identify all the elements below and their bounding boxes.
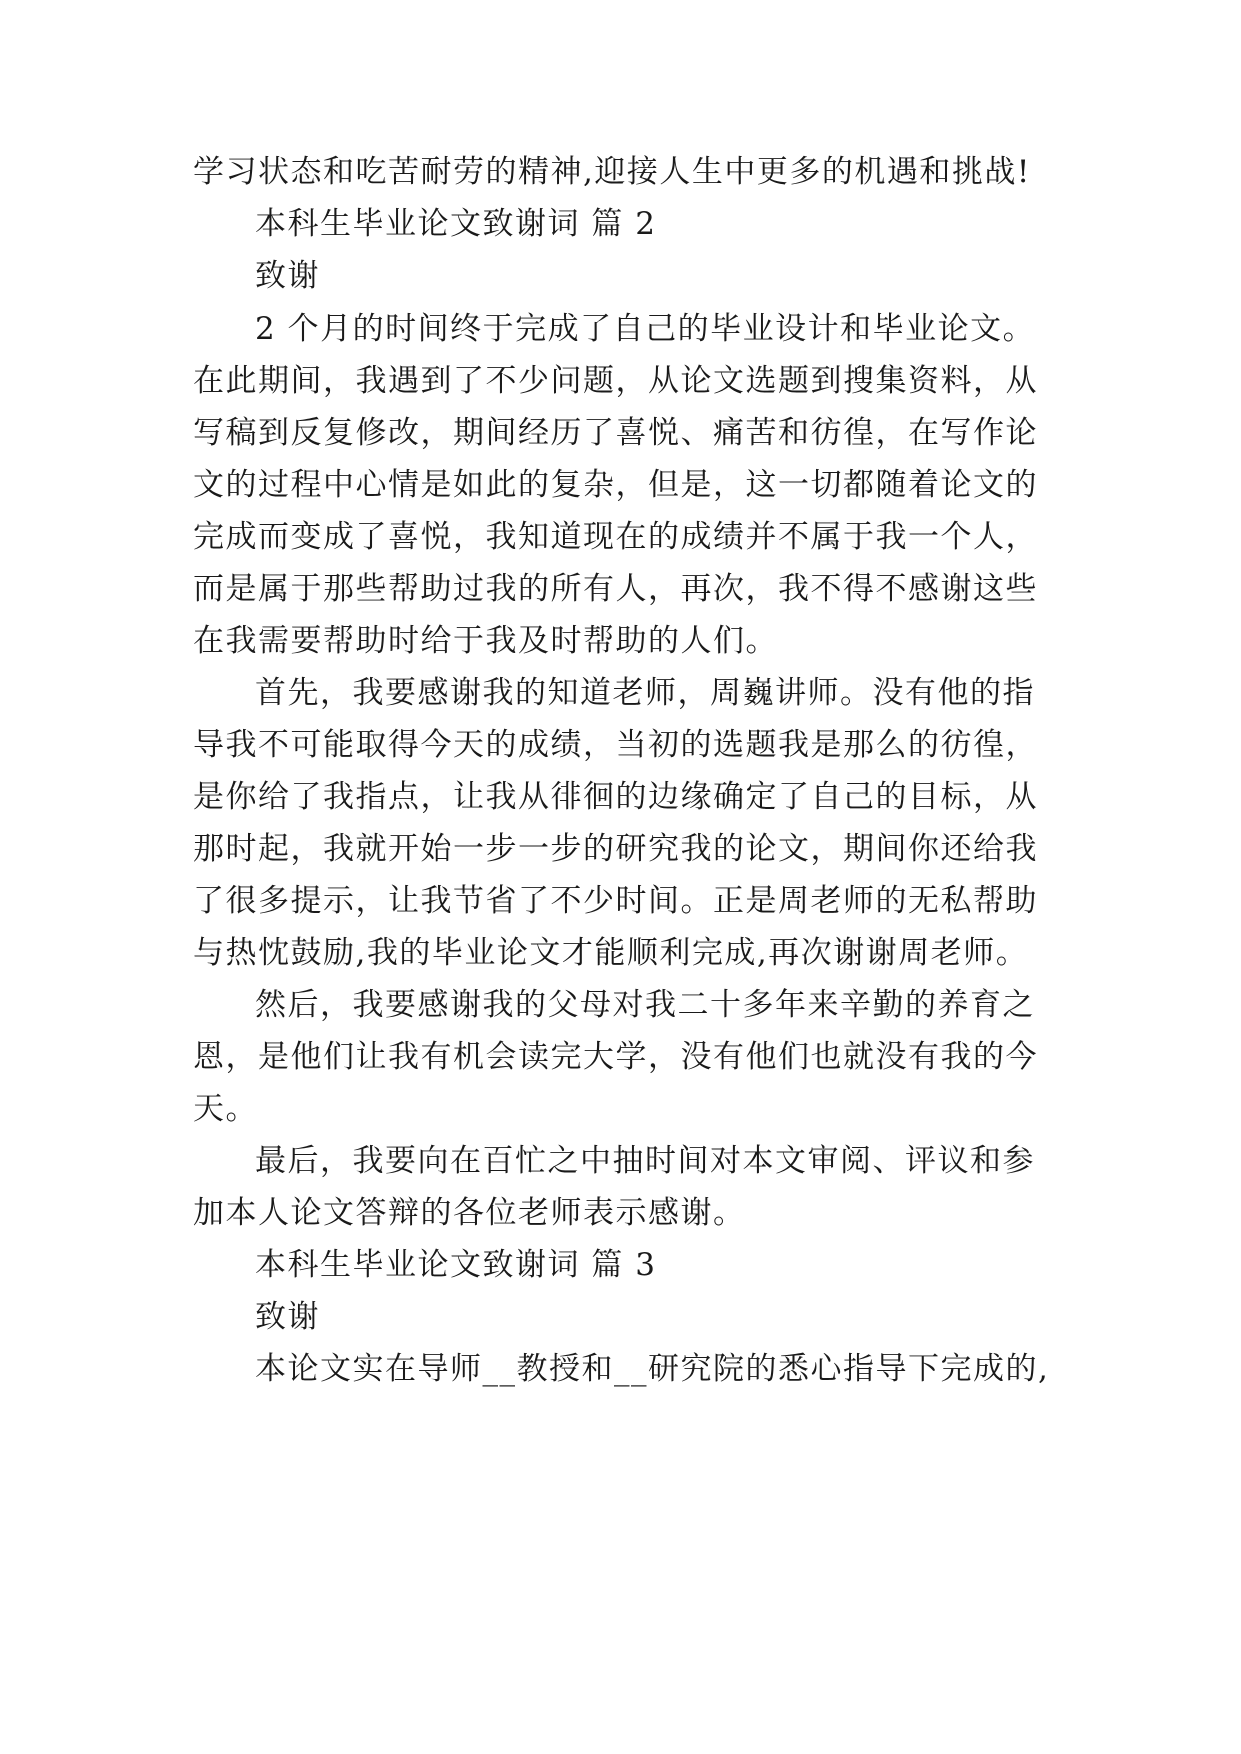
- paragraph-line: 恩，是他们让我有机会读完大学，没有他们也就没有我的今: [193, 1039, 1038, 1075]
- paragraph-line: 天。: [193, 1091, 258, 1127]
- paragraph-line: 学习状态和吃苦耐劳的精神,迎接人生中更多的机遇和挑战!: [193, 154, 1031, 190]
- section-heading: 本科生毕业论文致谢词 篇 2: [255, 206, 657, 242]
- paragraph-line: 与热忱鼓励,我的毕业论文才能顺利完成,再次谢谢周老师。: [193, 935, 1029, 971]
- paragraph-line: 在我需要帮助时给于我及时帮助的人们。: [193, 623, 778, 659]
- subheading: 致谢: [255, 1299, 320, 1335]
- section-heading: 本科生毕业论文致谢词 篇 3: [255, 1247, 657, 1283]
- paragraph-line: 本论文实在导师__教授和__研究院的悉心指导下完成的,: [255, 1351, 1050, 1387]
- paragraph-line: 导我不可能取得今天的成绩，当初的选题我是那么的彷徨，: [193, 727, 1038, 763]
- paragraph-line: 那时起，我就开始一步一步的研究我的论文，期间你还给我: [193, 831, 1038, 867]
- subheading: 致谢: [255, 258, 320, 294]
- paragraph-line: 写稿到反复修改，期间经历了喜悦、痛苦和彷徨，在写作论: [193, 415, 1038, 451]
- paragraph-line: 了很多提示，让我节省了不少时间。正是周老师的无私帮助: [193, 883, 1038, 919]
- paragraph-line: 然后，我要感谢我的父母对我二十多年来辛勤的养育之: [255, 987, 1035, 1023]
- paragraph-line: 最后，我要向在百忙之中抽时间对本文审阅、评议和参: [255, 1143, 1035, 1179]
- paragraph-line: 而是属于那些帮助过我的所有人，再次，我不得不感谢这些: [193, 571, 1038, 607]
- paragraph-line: 首先，我要感谢我的知道老师，周巍讲师。没有他的指: [255, 675, 1035, 711]
- paragraph-line: 加本人论文答辩的各位老师表示感谢。: [193, 1195, 746, 1231]
- paragraph-line: 是你给了我指点，让我从徘徊的边缘确定了自己的目标，从: [193, 779, 1038, 815]
- paragraph-line: 文的过程中心情是如此的复杂，但是，这一切都随着论文的: [193, 467, 1038, 503]
- paragraph-line: 在此期间，我遇到了不少问题，从论文选题到搜集资料，从: [193, 363, 1038, 399]
- paragraph-line: 2 个月的时间终于完成了自己的毕业设计和毕业论文。: [255, 311, 1036, 347]
- paragraph-line: 完成而变成了喜悦，我知道现在的成绩并不属于我一个人，: [193, 519, 1038, 555]
